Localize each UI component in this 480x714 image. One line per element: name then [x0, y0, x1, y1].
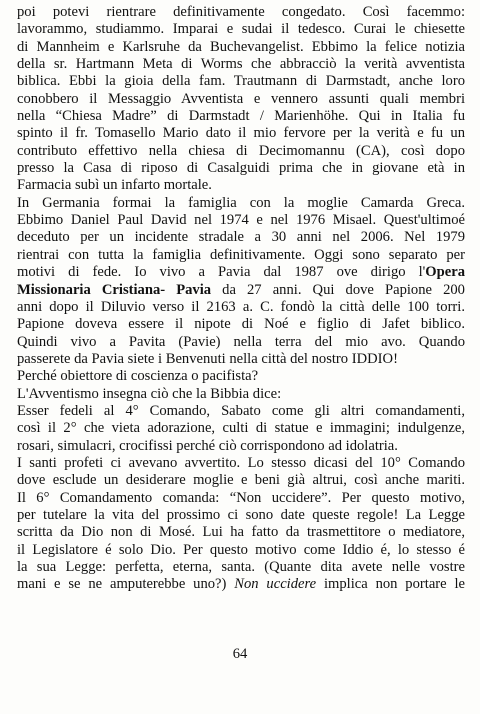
text-run: Opera [425, 264, 465, 281]
text-run: Non uccidere [234, 576, 317, 593]
text-run: così il 2° che vieta adorazione, culti di statue e immagini; indulgenze, [17, 420, 465, 437]
text-line [17, 542, 465, 559]
text-line [17, 438, 465, 455]
text-run: per tutelare la vita del prossimo ci sono date queste regole! La Legge [17, 506, 465, 523]
text-line [17, 299, 465, 316]
text-line [17, 576, 465, 593]
text-run: L'Avventismo insegna ciò che la Bibbia dice: [17, 385, 282, 402]
text-run: Farmacia subì un infarto mortale. [17, 177, 212, 194]
text-run: mani e se ne amputerebbe uno?) [17, 576, 235, 593]
text-run: dove esclude un desiderare moglie e beni già altrui, così anche mariti. [17, 472, 465, 489]
text-run: da 27 anni. Qui dove Papione 200 [211, 281, 465, 298]
text-run: di Mannheim e Karlsruhe da Buchevangelist. Ebbimo la felice notizia [17, 38, 465, 55]
text-line [17, 21, 465, 38]
text-line [17, 316, 465, 333]
text-run: anni dopo il Diluvio verso il 2163 a. C. fondò la città delle 100 torri. [17, 298, 465, 315]
text-run: rientrai con tutta la famiglia definitivamente. Oggi sono separato per [17, 246, 465, 263]
text-line [17, 108, 465, 125]
text-line [17, 195, 465, 212]
text-run: I santi profeti ci avevano avvertito. Lo stesso dicasi del 10° Comando [17, 454, 465, 471]
text-line [17, 403, 465, 420]
text-run: Quindi vivo a Pavita (Pavie) nella terra del mio avo. Quando [17, 333, 465, 350]
text-line [17, 264, 465, 281]
text-run: spinto il fr. Tomasello Mario dato il mio fervore per la verità e fu un [17, 125, 465, 142]
text-line [17, 472, 465, 489]
text-run: deceduto per un incidente stradale a 30 anni nel 2006. Nel 1979 [17, 229, 465, 246]
text-run: lavorammo, studiammo. Imparai e sudai il tedesco. Curai le chiesette [17, 21, 465, 38]
text-run: presso la Casa di riposo di Casalguidi prima che in giovane età in [17, 160, 465, 177]
text-line [17, 39, 465, 56]
text-line [17, 351, 465, 368]
text-run: Papione doveva essere il nipote di Noé e figlio di Jafet biblico. [17, 316, 465, 333]
text-run: conobbero il Messaggio Avventista e vennero assunti quali membri [17, 90, 465, 107]
text-line [17, 282, 465, 299]
text-run: In Germania formai la famiglia con la moglie Camarda Greca. [17, 194, 465, 211]
text-line [17, 143, 465, 160]
text-run: scritta da Dio non di Mosé. Lui ha fatto da trasmettitore o mediatore, [17, 524, 465, 541]
text-run: della sr. Hartmann Meta di Worms che abbracciò la verità avventista [17, 56, 465, 73]
text-line [17, 455, 465, 472]
text-line [17, 73, 465, 90]
text-line [17, 490, 465, 507]
text-run: Missionaria Cristiana- Pavia [17, 281, 212, 298]
text-run: poi potevi rientrare definitivamente congedato. Così facemmo: [17, 4, 465, 20]
text-line [17, 229, 465, 246]
text-run: nella “Chiesa Madre” di Darmstadt / Marienhöhe. Qui in Italia fu [17, 108, 465, 125]
text-line [17, 334, 465, 351]
text-line [17, 420, 465, 437]
text-run: Il 6° Comandamento comanda: “Non uccidere”. Per questo motivo, [17, 489, 465, 506]
text-line [17, 177, 465, 194]
text-line [17, 125, 465, 142]
text-line [17, 247, 465, 264]
text-run: biblica. Ebbi la gioia della fam. Trautmann di Darmstadt, anche loro [17, 73, 465, 90]
text-run: rosari, simulacri, crocifissi perché ciò corrispondono ad idolatria. [17, 437, 398, 454]
text-line [17, 91, 465, 108]
text-run: Ebbimo Daniel Paul David nel 1974 e nel 1976 Misael. Quest'ultimoé [17, 212, 465, 229]
text-run: la sua Legge: perfetta, eterna, santa. (Quante dita avete nelle vostre [17, 559, 465, 575]
text-run: passerete da Pavia siete i Benvenuti nella città del nostro IDDIO! [17, 350, 398, 367]
text-run: Esser fedeli al 4° Comando, Sabato come gli altri comandamenti, [17, 402, 465, 419]
document-body [17, 4, 465, 594]
text-line [17, 56, 465, 73]
text-line [17, 160, 465, 177]
text-line [17, 4, 465, 21]
text-run: il Legislatore é solo Dio. Per questo motivo come Iddio é, lo stesso é [17, 541, 465, 558]
text-run: contributo effettivo nella chiesa di Decimomannu (CA), così dopo [17, 142, 465, 159]
text-line [17, 524, 465, 541]
text-line [17, 559, 465, 576]
text-run: implica non portare le [316, 576, 465, 593]
text-line [17, 386, 465, 403]
text-run: motivi di fede. Io vivo a Pavia dal 1987 ove dirigo l' [17, 264, 426, 281]
text-line [17, 368, 465, 385]
text-line [17, 212, 465, 229]
text-line [17, 507, 465, 524]
text-run: Perché obiettore di coscienza o pacifista? [17, 368, 259, 385]
page-number: 64 [232, 646, 248, 662]
